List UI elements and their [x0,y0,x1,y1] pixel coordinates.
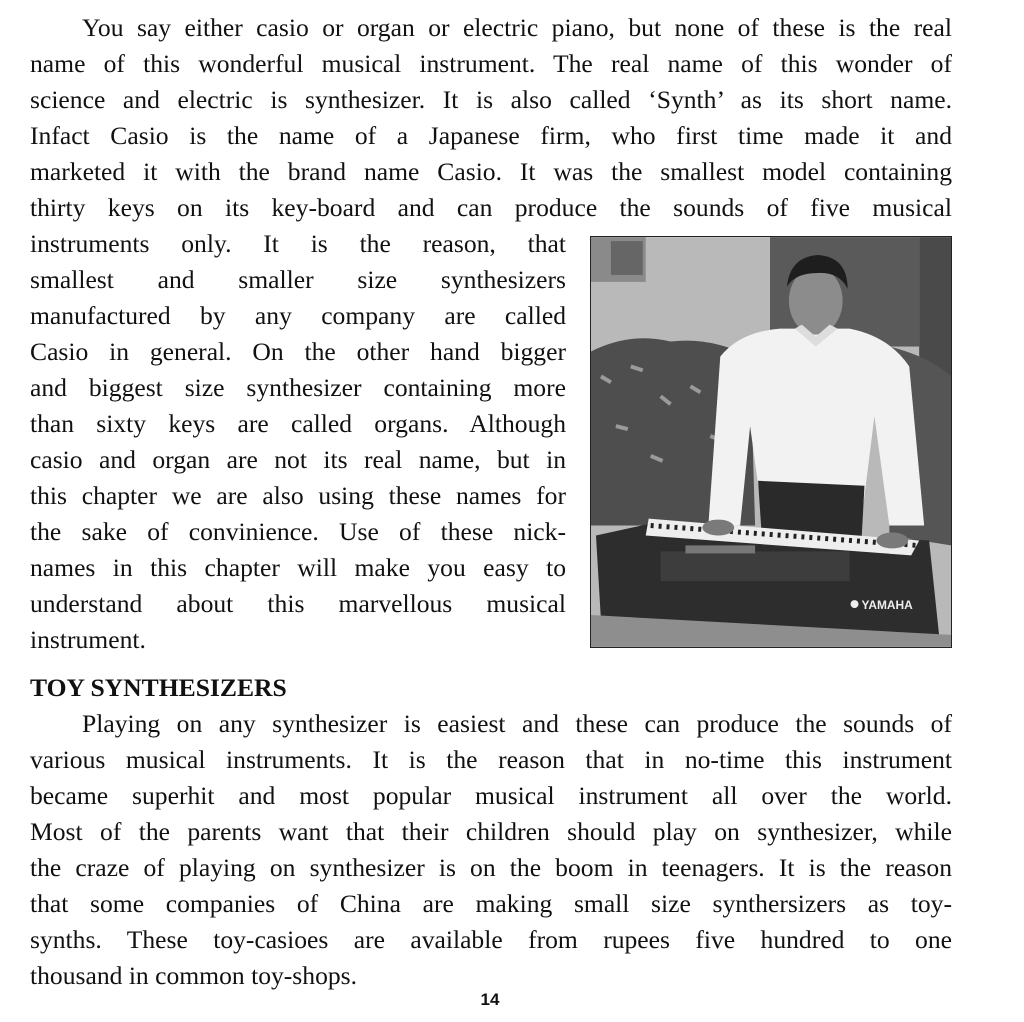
text-line: and biggest size synthesizer containing more [30,373,566,402]
text-line: Playing on any synthesizer is easiest and these can produce the sounds of [82,709,952,738]
text-line: various musical instruments. It is the reason that in no-time this instrument [30,745,952,774]
text-line: You say either casio or organ or electric piano, but none of these is the real [82,13,952,42]
text-line: name of this wonderful musical instrument. The real name of this wonder of [30,49,952,78]
text-line: became superhit and most popular musical instrument all over the world. [30,781,952,810]
section-heading: TOY SYNTHESIZERS [30,673,287,702]
text-line: Infact Casio is the name of a Japanese firm, who first time made it and [30,121,952,150]
text-line: the sake of convinience. Use of these nick- [30,517,566,546]
text-line: instruments only. It is the reason, that [30,229,566,258]
text-line: Most of the parents want that their children should play on synthesizer, while [30,817,952,846]
text-line: smallest and smaller size synthesizers [30,265,566,294]
text-line: manufactured by any company are called [30,301,566,330]
text-line: casio and organ are not its real name, but in [30,445,566,474]
text-line: that some companies of China are making small size synthersizers as toy- [30,889,952,918]
text-line: understand about this marvellous musical [30,589,566,618]
text-line: than sixty keys are called organs. Although [30,409,566,438]
text-line: this chapter we are also using these names for [30,481,566,510]
text-line: instrument. [30,625,146,654]
page-number: 14 [480,990,500,1009]
text-line: synths. These toy-casioes are available from rupees five hundred to one [30,925,952,954]
text-line: science and electric is synthesizer. It is also called ‘Synth’ as its short name. [30,85,952,114]
text-line: thirty keys on its key-board and can produce the sounds of five musical [30,193,952,222]
text-line: the craze of playing on synthesizer is on the boom in teenagers. It is the reason [30,853,952,882]
text-line: marketed it with the brand name Casio. It was the smallest model containing [30,157,952,186]
yamaha-logo: YAMAHA [861,598,913,613]
text-line: thousand in common toy-shops. [30,961,358,990]
text-line: Casio in general. On the other hand bigger [30,337,566,366]
text-line: names in this chapter will make you easy to [30,553,566,582]
photo-man-playing-synthesizer [590,236,952,648]
